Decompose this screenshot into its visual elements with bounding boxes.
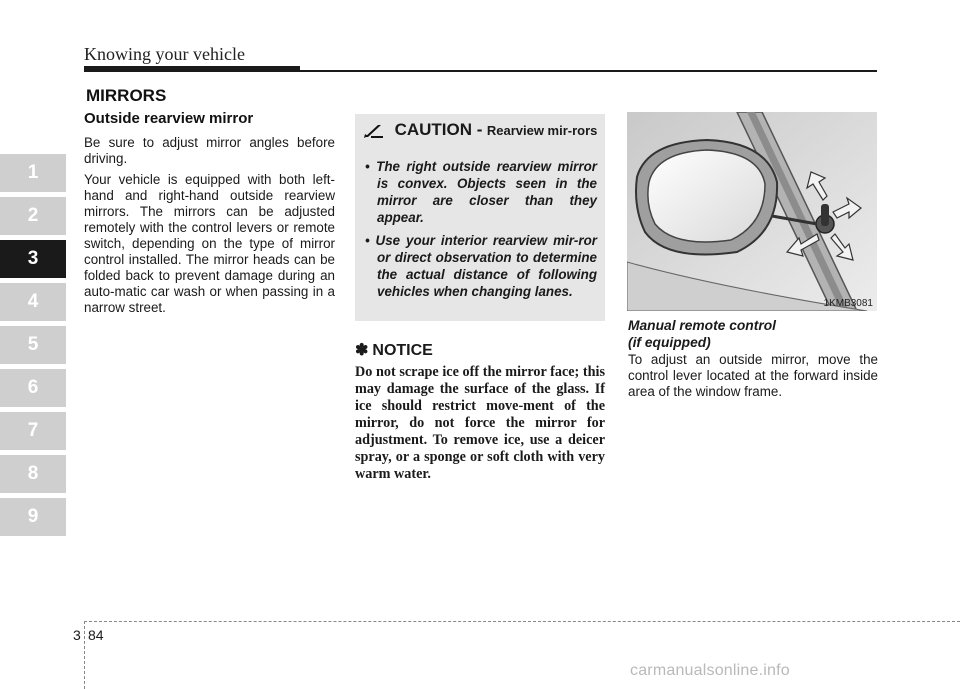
notice-title xyxy=(355,340,433,360)
mirror-illustration xyxy=(627,112,877,311)
manual-remote-title xyxy=(628,317,776,351)
watermark-text: carmanualsonline.info xyxy=(630,662,790,679)
mirror-control-drawing xyxy=(627,112,877,311)
figure-code: 1KMB3081 xyxy=(823,298,873,309)
pencil-icon xyxy=(363,124,385,138)
caution-item-2: • Use your interior rearview mir-ror or direct observation to determine the actual distance of following vehicles when changing lanes. xyxy=(365,233,597,299)
chapter-tab-3[interactable]: 3 xyxy=(0,240,66,278)
notice-body: Do not scrape ice off the mirror face; this may damage the surface of the glass. If ice should restrict move-ment of the mirror, do not force the mirror for adjustment. To remove ice, use a deicer spray, or a sponge or soft cloth with very warm water. xyxy=(355,364,605,482)
caution-item-1: • The right outside rearview mirror is convex. Objects seen in the mirror are closer than they appear. xyxy=(365,159,597,225)
caution-label: CAUTION - xyxy=(394,120,483,139)
manual-remote-title-line-2: (if equipped) xyxy=(628,335,711,350)
page-chapter-number: 3 xyxy=(73,627,81,643)
chapter-tab-1[interactable]: 1 xyxy=(0,154,66,192)
manual-remote-body: To adjust an outside mirror, move the control lever located at the forward inside area of the window frame. xyxy=(628,352,878,399)
chapter-tab-5[interactable]: 5 xyxy=(0,326,66,364)
caution-box xyxy=(355,114,605,321)
notice-star-icon: ✽ xyxy=(355,342,369,359)
chapter-tab-9[interactable]: 9 xyxy=(0,498,66,536)
chapter-tab-7[interactable]: 7 xyxy=(0,412,66,450)
header-rule-thick xyxy=(84,66,300,72)
chapter-tab-6[interactable]: 6 xyxy=(0,369,66,407)
header-rule-thin xyxy=(300,70,877,72)
outside-mirror-title: Outside rearview mirror xyxy=(84,110,254,127)
running-header: Knowing your vehicle xyxy=(84,44,245,64)
outside-mirror-para-2: Your vehicle is equipped with both left-hand and right-hand outside rearview mirrors. The mirrors can be adjusted remotely with the control levers or remote switch, depending on the type of mirror control installed. The mirror heads can be folded back to prevent damage during an auto-matic car wash or when passing in a narrow street. xyxy=(84,172,335,315)
manual-remote-title-line-1: Manual remote control xyxy=(628,318,776,333)
page-number: 84 xyxy=(88,627,104,643)
chapter-tab-4[interactable]: 4 xyxy=(0,283,66,321)
outside-mirror-section xyxy=(84,110,335,321)
caution-header xyxy=(363,120,599,140)
outside-mirror-para-1: Be sure to adjust mirror angles before driving. xyxy=(84,135,335,166)
chapter-tab-8[interactable]: 8 xyxy=(0,455,66,493)
caution-subtitle: Rearview mir-rors xyxy=(486,123,598,138)
notice-label: NOTICE xyxy=(372,342,433,359)
chapter-tab-2[interactable]: 2 xyxy=(0,197,66,235)
caution-list xyxy=(365,158,597,306)
footer-vertical-rule xyxy=(84,621,85,689)
footer-rule xyxy=(84,621,960,622)
section-title: MIRRORS xyxy=(86,86,167,105)
